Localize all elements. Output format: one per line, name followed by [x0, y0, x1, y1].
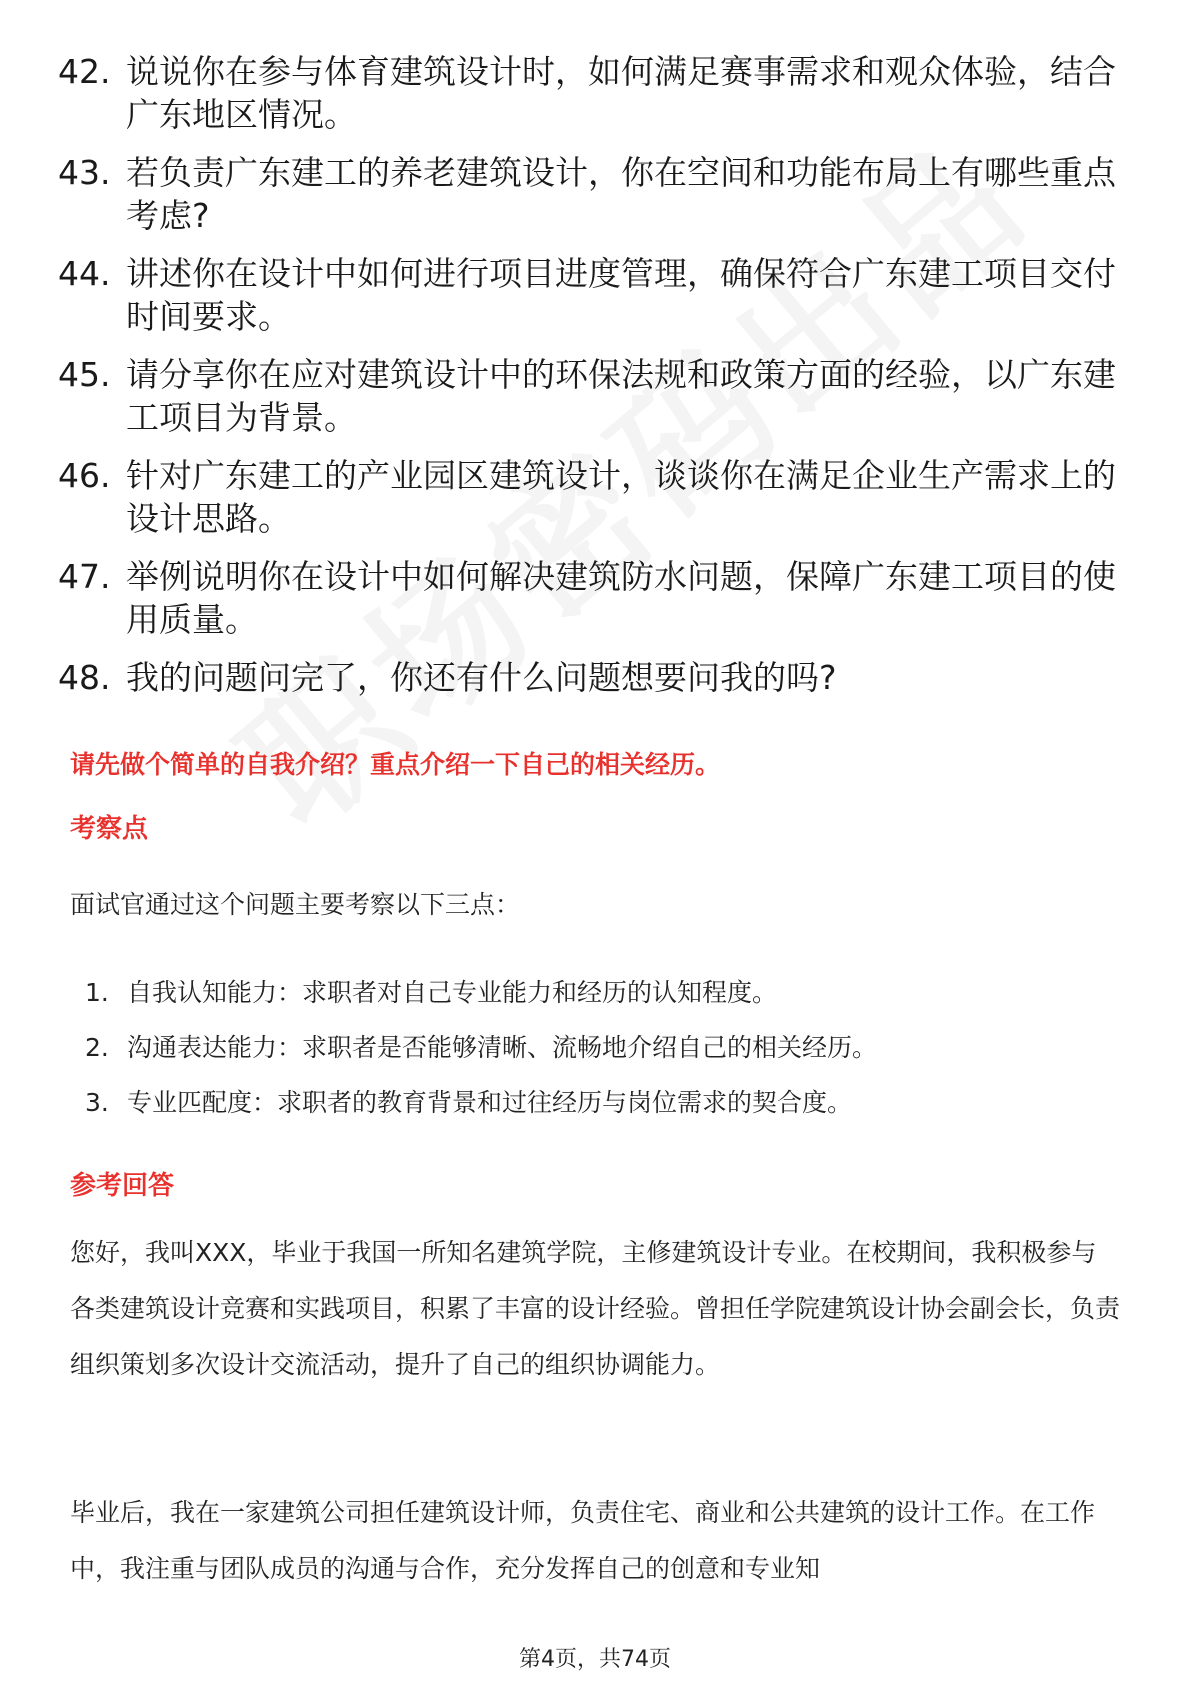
list-item — [85, 1020, 877, 1075]
point-text: 沟通表达能力：求职者是否能够清晰、流畅地介绍自己的相关经历。 — [127, 1033, 878, 1062]
question-number: 48. — [58, 658, 111, 697]
point-number: 3. — [85, 1088, 109, 1117]
list-item — [58, 252, 1138, 338]
list-item — [85, 965, 877, 1020]
question-text: 说说你在参与体育建筑设计时，如何满足赛事需求和观众体验，结合广东地区情况。 — [126, 52, 1116, 134]
question-text: 举例说明你在设计中如何解决建筑防水问题，保障广东建工项目的使用质量。 — [126, 557, 1116, 639]
list-item — [58, 454, 1138, 540]
answer-paragraph: 您好，我叫XXX，毕业于我国一所知名建筑学院，主修建筑设计专业。在校期间，我积极参与各类建筑设计竞赛和实践项目，积累了丰富的设计经验。曾担任学院建筑设计协会副会长，负责组织策划多次设计交流活动，提升了自己的组织协调能力。 — [70, 1238, 1121, 1379]
question-text: 请分享你在应对建筑设计中的环保法规和政策方面的经验，以广东建工项目为背景。 — [126, 355, 1116, 437]
question-number: 44. — [58, 254, 111, 293]
point-text: 专业匹配度：求职者的教育背景和过往经历与岗位需求的契合度。 — [127, 1088, 853, 1117]
assessment-points-list — [85, 965, 877, 1130]
list-item — [85, 1075, 877, 1130]
list-item — [58, 353, 1138, 439]
question-text: 针对广东建工的产业园区建筑设计，谈谈你在满足企业生产需求上的设计思路。 — [126, 456, 1116, 538]
point-number: 1. — [85, 978, 109, 1007]
question-number: 46. — [58, 456, 111, 495]
question-number: 42. — [58, 52, 111, 91]
list-item — [58, 151, 1138, 237]
assessment-intro: 面试官通过这个问题主要考察以下三点： — [70, 890, 521, 919]
point-text: 自我认知能力：求职者对自己专业能力和经历的认知程度。 — [127, 978, 778, 1007]
question-list — [58, 50, 1138, 714]
main-question-heading: 请先做个简单的自我介绍？重点介绍一下自己的相关经历。 — [70, 750, 721, 779]
list-item — [58, 555, 1138, 641]
list-item — [58, 656, 1138, 699]
question-number: 47. — [58, 557, 111, 596]
question-number: 45. — [58, 355, 111, 394]
question-text: 讲述你在设计中如何进行项目进度管理，确保符合广东建工项目交付时间要求。 — [126, 254, 1116, 336]
list-item — [58, 50, 1138, 136]
reference-answer-title: 参考回答 — [70, 1171, 175, 1201]
page-number-footer: 第4页，共74页 — [519, 1647, 671, 1672]
answer-paragraph: 毕业后，我在一家建筑公司担任建筑设计师，负责住宅、商业和公共建筑的设计工作。在工作中，我注重与团队成员的沟通与合作，充分发挥自己的创意和专业知 — [70, 1498, 1096, 1583]
question-text: 若负责广东建工的养老建筑设计，你在空间和功能布局上有哪些重点考虑? — [126, 153, 1116, 235]
assessment-points-title: 考察点 — [70, 814, 149, 844]
point-number: 2. — [85, 1033, 109, 1062]
question-number: 43. — [58, 153, 111, 192]
question-text: 我的问题问完了，你还有什么问题想要问我的吗? — [126, 658, 837, 697]
